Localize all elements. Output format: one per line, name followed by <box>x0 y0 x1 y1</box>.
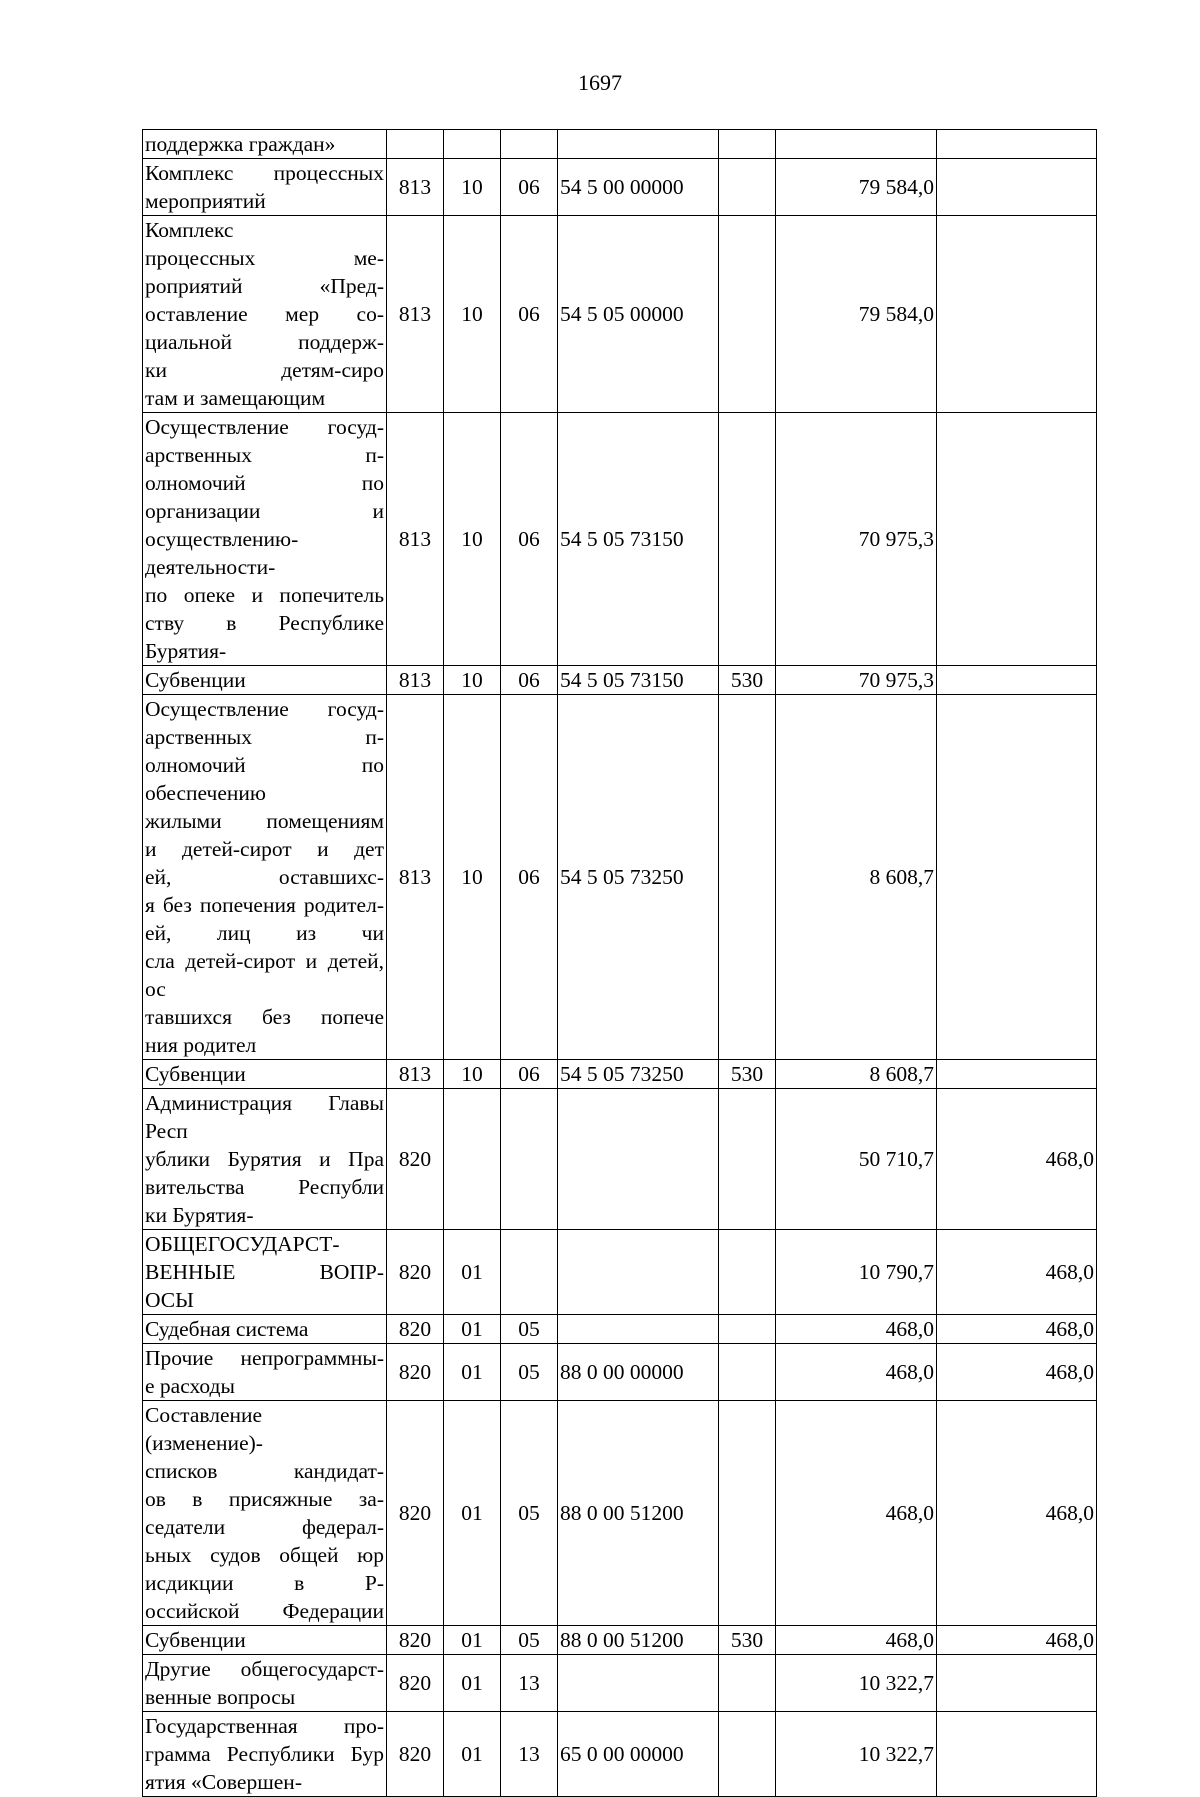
sum-cell: 8 608,7 <box>776 695 937 1060</box>
expense-type-cell <box>719 159 776 216</box>
subsection-cell: 06 <box>501 1060 558 1089</box>
federal-sum-cell <box>937 216 1097 413</box>
federal-sum-cell: 468,0 <box>937 1401 1097 1626</box>
federal-sum-cell: 468,0 <box>937 1344 1097 1401</box>
subsection-cell <box>501 1230 558 1315</box>
row-name-cell: Осуществление госуд- арственных п- олномочий по обеспечению жилыми помещениям и детей-сирот и дет ей, оставшихс- я без попечения родител- ей, лиц из чи сла детей-сирот и детей, ос тавшихся без попече ния родител <box>143 695 387 1060</box>
row-name-cell: Государственная про- грамма Республики Бур ятия «Совершен- <box>143 1712 387 1797</box>
table-row <box>143 1344 1097 1401</box>
target-article-cell: 54 5 05 00000 <box>558 216 719 413</box>
expense-type-cell <box>719 1230 776 1315</box>
federal-sum-cell <box>937 159 1097 216</box>
subsection-cell <box>501 1089 558 1230</box>
table-row <box>143 1230 1097 1315</box>
table-row <box>143 159 1097 216</box>
row-name-cell: Комплекс процессных мероприятий <box>143 159 387 216</box>
table-row <box>143 695 1097 1060</box>
section-cell: 10 <box>444 666 501 695</box>
table-row <box>143 666 1097 695</box>
target-article-cell: 88 0 00 51200 <box>558 1401 719 1626</box>
section-cell: 01 <box>444 1315 501 1344</box>
target-article-cell <box>558 1089 719 1230</box>
sum-cell: 79 584,0 <box>776 216 937 413</box>
ved-cell: 813 <box>387 413 444 666</box>
expense-type-cell: 530 <box>719 1626 776 1655</box>
ved-cell <box>387 130 444 159</box>
sum-cell: 10 322,7 <box>776 1712 937 1797</box>
table-row <box>143 1089 1097 1230</box>
sum-cell: 468,0 <box>776 1315 937 1344</box>
table-row <box>143 1315 1097 1344</box>
section-cell <box>444 130 501 159</box>
target-article-cell: 54 5 00 00000 <box>558 159 719 216</box>
target-article-cell <box>558 1315 719 1344</box>
sum-cell: 10 322,7 <box>776 1655 937 1712</box>
sum-cell: 10 790,7 <box>776 1230 937 1315</box>
federal-sum-cell <box>937 1655 1097 1712</box>
federal-sum-cell <box>937 666 1097 695</box>
ved-cell: 820 <box>387 1655 444 1712</box>
section-cell: 10 <box>444 216 501 413</box>
table-row <box>143 1060 1097 1089</box>
sum-cell: 70 975,3 <box>776 413 937 666</box>
subsection-cell: 05 <box>501 1401 558 1626</box>
sum-cell <box>776 130 937 159</box>
row-name-cell: Комплекс процессных ме- роприятий «Пред- оставление мер со- циальной поддерж- ки детям-сиро там и замещающим <box>143 216 387 413</box>
section-cell: 10 <box>444 159 501 216</box>
expense-type-cell <box>719 1655 776 1712</box>
table-row <box>143 1401 1097 1626</box>
target-article-cell <box>558 1230 719 1315</box>
row-name-cell: Другие общегосударст- венные вопросы <box>143 1655 387 1712</box>
target-article-cell: 65 0 00 00000 <box>558 1712 719 1797</box>
subsection-cell: 06 <box>501 695 558 1060</box>
sum-cell: 50 710,7 <box>776 1089 937 1230</box>
sum-cell: 468,0 <box>776 1626 937 1655</box>
federal-sum-cell <box>937 413 1097 666</box>
row-name-cell: Осуществление госуд- арственных п- олномочий по организации и осуществлению- деятельности- по опеке и попечитель ству в Республике Бурятия- <box>143 413 387 666</box>
row-name-cell: Прочие непрограммны- е расходы <box>143 1344 387 1401</box>
budget-table <box>142 129 1097 1797</box>
expense-type-cell <box>719 1401 776 1626</box>
ved-cell: 820 <box>387 1712 444 1797</box>
ved-cell: 813 <box>387 159 444 216</box>
section-cell: 01 <box>444 1230 501 1315</box>
ved-cell: 820 <box>387 1401 444 1626</box>
federal-sum-cell <box>937 130 1097 159</box>
page-number: 1697 <box>578 70 622 95</box>
row-name-cell: Субвенции <box>143 1626 387 1655</box>
expense-type-cell <box>719 1712 776 1797</box>
target-article-cell: 88 0 00 00000 <box>558 1344 719 1401</box>
federal-sum-cell <box>937 695 1097 1060</box>
section-cell: 10 <box>444 413 501 666</box>
sum-cell: 468,0 <box>776 1401 937 1626</box>
subsection-cell: 05 <box>501 1315 558 1344</box>
table-row <box>143 1712 1097 1797</box>
ved-cell: 820 <box>387 1315 444 1344</box>
expense-type-cell <box>719 413 776 666</box>
section-cell: 01 <box>444 1401 501 1626</box>
federal-sum-cell <box>937 1712 1097 1797</box>
expense-type-cell: 530 <box>719 666 776 695</box>
row-name-cell: Администрация Главы Респ ублики Бурятия и Пра вительства Республи ки Бурятия- <box>143 1089 387 1230</box>
ved-cell: 820 <box>387 1626 444 1655</box>
section-cell: 01 <box>444 1655 501 1712</box>
section-cell: 10 <box>444 1060 501 1089</box>
subsection-cell: 06 <box>501 159 558 216</box>
target-article-cell: 54 5 05 73150 <box>558 413 719 666</box>
row-name-cell: Составление (изменение)- списков кандидат- ов в присяжные за- седатели федерал- ьных судов общей юр исдикции в Р- оссийской Федерации <box>143 1401 387 1626</box>
target-article-cell: 54 5 05 73150 <box>558 666 719 695</box>
expense-type-cell: 530 <box>719 1060 776 1089</box>
section-cell <box>444 1089 501 1230</box>
ved-cell: 813 <box>387 216 444 413</box>
federal-sum-cell: 468,0 <box>937 1315 1097 1344</box>
sum-cell: 468,0 <box>776 1344 937 1401</box>
target-article-cell <box>558 130 719 159</box>
sum-cell: 8 608,7 <box>776 1060 937 1089</box>
section-cell: 01 <box>444 1626 501 1655</box>
ved-cell: 820 <box>387 1089 444 1230</box>
row-name-cell: ОБЩЕГОСУДАРСТ- ВЕННЫЕ ВОПР- ОСЫ <box>143 1230 387 1315</box>
target-article-cell <box>558 1655 719 1712</box>
table-row <box>143 130 1097 159</box>
target-article-cell: 54 5 05 73250 <box>558 695 719 1060</box>
table-row <box>143 1626 1097 1655</box>
sum-cell: 70 975,3 <box>776 666 937 695</box>
table-body <box>143 130 1097 1797</box>
expense-type-cell <box>719 216 776 413</box>
subsection-cell: 13 <box>501 1712 558 1797</box>
row-name-cell: поддержка граждан» <box>143 130 387 159</box>
ved-cell: 813 <box>387 695 444 1060</box>
federal-sum-cell: 468,0 <box>937 1626 1097 1655</box>
subsection-cell: 13 <box>501 1655 558 1712</box>
row-name-cell: Субвенции <box>143 666 387 695</box>
row-name-cell: Судебная система <box>143 1315 387 1344</box>
federal-sum-cell: 468,0 <box>937 1089 1097 1230</box>
expense-type-cell <box>719 130 776 159</box>
section-cell: 01 <box>444 1344 501 1401</box>
section-cell: 10 <box>444 695 501 1060</box>
ved-cell: 813 <box>387 666 444 695</box>
expense-type-cell <box>719 1315 776 1344</box>
subsection-cell: 06 <box>501 666 558 695</box>
row-name-cell: Субвенции <box>143 1060 387 1089</box>
target-article-cell: 54 5 05 73250 <box>558 1060 719 1089</box>
subsection-cell: 05 <box>501 1344 558 1401</box>
subsection-cell <box>501 130 558 159</box>
table-row <box>143 216 1097 413</box>
table-row <box>143 413 1097 666</box>
federal-sum-cell <box>937 1060 1097 1089</box>
expense-type-cell <box>719 695 776 1060</box>
subsection-cell: 06 <box>501 216 558 413</box>
ved-cell: 820 <box>387 1230 444 1315</box>
expense-type-cell <box>719 1344 776 1401</box>
sum-cell: 79 584,0 <box>776 159 937 216</box>
ved-cell: 813 <box>387 1060 444 1089</box>
target-article-cell: 88 0 00 51200 <box>558 1626 719 1655</box>
expense-type-cell <box>719 1089 776 1230</box>
subsection-cell: 06 <box>501 413 558 666</box>
subsection-cell: 05 <box>501 1626 558 1655</box>
section-cell: 01 <box>444 1712 501 1797</box>
federal-sum-cell: 468,0 <box>937 1230 1097 1315</box>
table-row <box>143 1655 1097 1712</box>
ved-cell: 820 <box>387 1344 444 1401</box>
